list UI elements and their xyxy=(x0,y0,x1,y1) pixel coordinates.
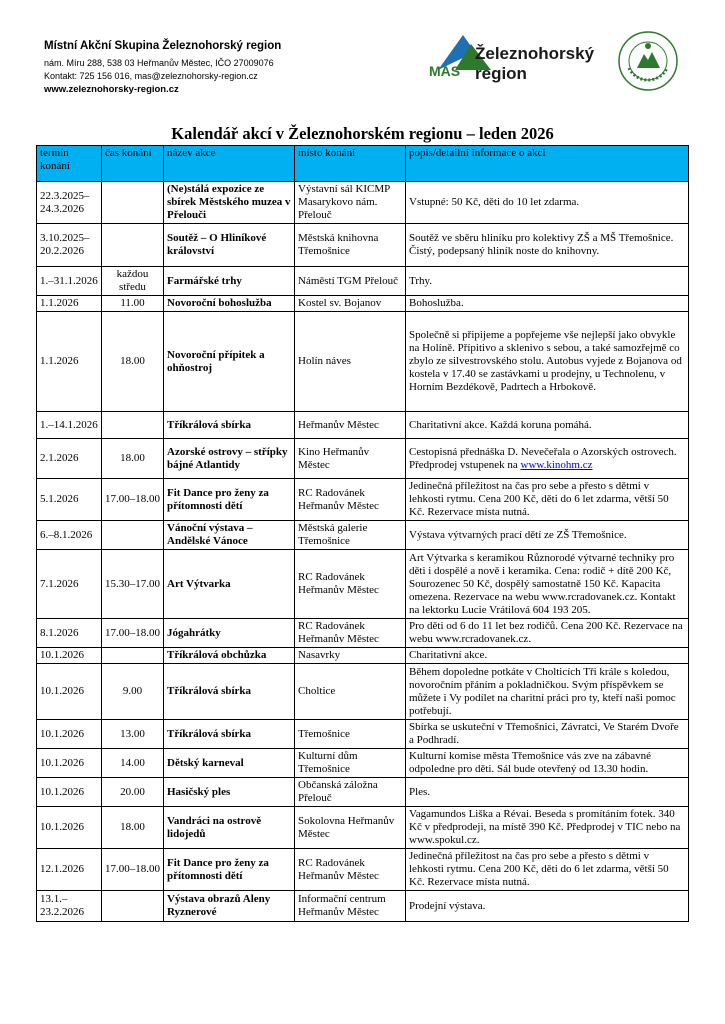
event-name: Hasičský ples xyxy=(164,778,295,807)
event-date: 7.1.2026 xyxy=(37,550,102,619)
event-time: 14.00 xyxy=(102,749,164,778)
event-time xyxy=(102,891,164,922)
table-row xyxy=(37,664,689,720)
event-name: Fit Dance pro ženy za přítomnosti dětí xyxy=(164,849,295,891)
event-description: Soutěž ve sběru hliníku pro kolektivy ZŠ a MŠ Třemošnice. Čistý, podepsaný hliník noste do knihovny. xyxy=(406,224,689,267)
table-row xyxy=(37,439,689,479)
table-row xyxy=(37,550,689,619)
event-time xyxy=(102,182,164,224)
event-time: 18.00 xyxy=(102,312,164,412)
event-name: Dětský karneval xyxy=(164,749,295,778)
event-time: každou středu xyxy=(102,267,164,296)
event-description: Kulturní komise města Třemošnice vás zve na zábavné odpoledne pro děti. Sál bude otevřený od 13.30 hodin. xyxy=(406,749,689,778)
event-date: 10.1.2026 xyxy=(37,648,102,664)
table-row xyxy=(37,807,689,849)
event-name: Vánoční výstava – Andělské Vánoce xyxy=(164,521,295,550)
event-time xyxy=(102,412,164,439)
event-date: 6.–8.1.2026 xyxy=(37,521,102,550)
event-place: Choltice xyxy=(295,664,406,720)
event-description: Charitativní akce. xyxy=(406,648,689,664)
event-name: Azorské ostrovy – střípky bájné Atlantidy xyxy=(164,439,295,479)
event-date: 1.1.2026 xyxy=(37,296,102,312)
event-time: 11.00 xyxy=(102,296,164,312)
event-date: 13.1.–23.2.2026 xyxy=(37,891,102,922)
event-place: Třemošnice xyxy=(295,720,406,749)
event-date: 10.1.2026 xyxy=(37,807,102,849)
table-row xyxy=(37,720,689,749)
mas-logo xyxy=(425,30,605,90)
event-description: Společně si připijeme a popřejeme vše nejlepší jako obvykle na Holíně. Přípitivo a sklenivo s sebou, a také samozřejmě co zbylo ze silvestrovského stolu. Autobus vyjede z Bojanova od kostela v 17.40 se zastávkami u prodejny, u Technolenu, v Horním Bezdékově, Padrtech a Hrbokově. xyxy=(406,312,689,412)
event-time: 18.00 xyxy=(102,439,164,479)
event-name: Novoroční bohoslužba xyxy=(164,296,295,312)
event-description: Jedinečná příležitost na čas pro sebe a přesto s dětmi v lehkosti rytmu. Cena 200 Kč, děti do 6 let zdarma, větší 50 Kč. Rezervace místa nutná. xyxy=(406,849,689,891)
event-time xyxy=(102,224,164,267)
event-time: 15.30–17.00 xyxy=(102,550,164,619)
event-date: 5.1.2026 xyxy=(37,479,102,521)
col-header-place: místo konání xyxy=(295,146,406,182)
table-row xyxy=(37,521,689,550)
event-description: Prodejní výstava. xyxy=(406,891,689,922)
event-time: 17.00–18.00 xyxy=(102,479,164,521)
event-place: Výstavní sál KICMP Masarykovo nám. Přelouč xyxy=(295,182,406,224)
event-place: Holín náves xyxy=(295,312,406,412)
table-row xyxy=(37,224,689,267)
col-header-description: popis/detailní informace o akci xyxy=(406,146,689,182)
table-row xyxy=(37,749,689,778)
event-date: 1.–31.1.2026 xyxy=(37,267,102,296)
event-date: 12.1.2026 xyxy=(37,849,102,891)
event-date: 8.1.2026 xyxy=(37,619,102,648)
event-place: RC Radovánek Heřmanův Městec xyxy=(295,849,406,891)
event-name: Tříkrálová sbírka xyxy=(164,664,295,720)
table-row xyxy=(37,296,689,312)
event-place: Městská knihovna Třemošnice xyxy=(295,224,406,267)
table-row xyxy=(37,619,689,648)
event-description: Trhy. xyxy=(406,267,689,296)
table-row xyxy=(37,267,689,296)
event-place: Kostel sv. Bojanov xyxy=(295,296,406,312)
org-address: nám. Míru 288, 538 03 Heřmanův Městec, IČO 27009076 xyxy=(44,58,274,68)
event-time: 18.00 xyxy=(102,807,164,849)
table-row xyxy=(37,648,689,664)
event-date: 10.1.2026 xyxy=(37,778,102,807)
event-place: RC Radovánek Heřmanův Městec xyxy=(295,550,406,619)
table-row xyxy=(37,891,689,922)
event-description: Během dopoledne potkáte v Cholticích Tři krále s koledou, novoročním přáním a pokladničkou. Svým příspěvkem se můžete i Vy podílet na charitní práci pro ty, kteří naši pomoc potřebují. xyxy=(406,664,689,720)
event-time xyxy=(102,648,164,664)
event-description: Výstava výtvarných prací dětí ze ZŠ Třemošnice. xyxy=(406,521,689,550)
event-time: 20.00 xyxy=(102,778,164,807)
event-place: Informační centrum Heřmanův Městec xyxy=(295,891,406,922)
event-description: Pro děti od 6 do 11 let bez rodičů. Cena 200 Kč. Rezervace na webu www.rcradovanek.cz. xyxy=(406,619,689,648)
table-row xyxy=(37,412,689,439)
event-date: 10.1.2026 xyxy=(37,749,102,778)
event-time: 13.00 xyxy=(102,720,164,749)
event-name: Farmářské trhy xyxy=(164,267,295,296)
event-date: 22.3.2025–24.3.2026 xyxy=(37,182,102,224)
event-date: 1.–14.1.2026 xyxy=(37,412,102,439)
organization-header xyxy=(44,40,281,97)
event-date: 2.1.2026 xyxy=(37,439,102,479)
table-row xyxy=(37,479,689,521)
org-contact: Kontakt: 725 156 016, mas@zeleznohorsky-region.cz xyxy=(44,71,258,81)
event-time xyxy=(102,521,164,550)
event-time: 9.00 xyxy=(102,664,164,720)
event-date: 3.10.2025–20.2.2026 xyxy=(37,224,102,267)
event-place: Kulturní dům Třemošnice xyxy=(295,749,406,778)
event-place: Sokolovna Heřmanův Městec xyxy=(295,807,406,849)
event-name: Soutěž – O Hliníkové království xyxy=(164,224,295,267)
table-row xyxy=(37,778,689,807)
event-description: Cestopisná přednáška D. Nevečeřala o Azorských ostrovech. Předprodej vstupenek na www.kinohm.cz xyxy=(406,439,689,479)
col-header-time: čas konání xyxy=(102,146,164,182)
event-place: Heřmanův Městec xyxy=(295,412,406,439)
event-name: Art Výtvarka xyxy=(164,550,295,619)
event-place: RC Radovánek Heřmanův Městec xyxy=(295,479,406,521)
event-name: Výstava obrazů Aleny Ryznerové xyxy=(164,891,295,922)
logo-mas: MAS xyxy=(429,63,461,79)
event-name: Vandráci na ostrově lidojedů xyxy=(164,807,295,849)
event-place: RC Radovánek Heřmanův Městec xyxy=(295,619,406,648)
event-link[interactable]: www.kinohm.cz xyxy=(520,458,593,471)
event-place: Občanská záložna Přelouč xyxy=(295,778,406,807)
event-place: Nasavrky xyxy=(295,648,406,664)
event-description: Ples. xyxy=(406,778,689,807)
event-name: Novoroční přípitek a ohňostroj xyxy=(164,312,295,412)
event-time: 17.00–18.00 xyxy=(102,619,164,648)
event-description: Art Výtvarka s keramikou Různorodé výtvarné techniky pro děti i dospělé a nově i keramika. Cena: rodič + dítě 200 Kč, Sourozenec 50 Kč, dospělý samostatně 150 Kč. Kapacita omezena. Rezervace na webu www.rcradovanek.cz. Kontakt na lektorku Lucie Vrátilová 604 193 205. xyxy=(406,550,689,619)
table-row xyxy=(37,182,689,224)
table-header-row xyxy=(37,146,689,182)
org-name: Místní Akční Skupina Železnohorský region xyxy=(44,40,282,52)
event-description: Jedinečná příležitost na čas pro sebe a přesto s dětmi v lehkosti rytmu. Cena 200 Kč, děti do 6 let zdarma, větší 50 Kč. Rezervace místa nutná. xyxy=(406,479,689,521)
event-date: 10.1.2026 xyxy=(37,720,102,749)
org-website-link[interactable]: www.zeleznohorsky-region.cz xyxy=(44,84,179,95)
col-header-name: název akce xyxy=(164,146,295,182)
event-description: Charitativní akce. Každá koruna pomáhá. xyxy=(406,412,689,439)
event-name: Jógahrátky xyxy=(164,619,295,648)
event-date: 10.1.2026 xyxy=(37,664,102,720)
events-table xyxy=(36,145,689,922)
event-name: (Ne)stálá expozice ze sbírek Městského muzea v Přelouči xyxy=(164,182,295,224)
logo-line1: Železnohorský xyxy=(475,44,595,63)
event-name: Tříkrálová obchůzka xyxy=(164,648,295,664)
table-row xyxy=(37,312,689,412)
event-place: Náměstí TGM Přelouč xyxy=(295,267,406,296)
event-name: Fit Dance pro ženy za přítomnosti dětí xyxy=(164,479,295,521)
event-date: 1.1.2026 xyxy=(37,312,102,412)
regional-product-seal-icon xyxy=(617,30,679,92)
event-name: Tříkrálová sbírka xyxy=(164,720,295,749)
event-description: Bohoslužba. xyxy=(406,296,689,312)
table-row xyxy=(37,849,689,891)
event-description: Vstupné: 50 Kč, děti do 10 let zdarma. xyxy=(406,182,689,224)
event-name: Tříkrálová sbírka xyxy=(164,412,295,439)
event-description: Vagamundos Liška a Révai. Beseda s promítáním fotek. 340 Kč v předprodeji, na místě 390 Kč. Předprodej v TIC nebo na www.spokul.cz. xyxy=(406,807,689,849)
event-place: Kino Heřmanův Městec xyxy=(295,439,406,479)
event-place: Městská galerie Třemošnice xyxy=(295,521,406,550)
event-description: Sbírka se uskuteční v Třemošnici, Závratci, Ve Starém Dvoře a Podhradí. xyxy=(406,720,689,749)
col-header-date: termín konání xyxy=(37,146,102,182)
event-time: 17.00–18.00 xyxy=(102,849,164,891)
page-title: Kalendář akcí v Železnohorském regionu – leden 2026 xyxy=(171,124,554,143)
logo-line2: region xyxy=(475,64,527,83)
